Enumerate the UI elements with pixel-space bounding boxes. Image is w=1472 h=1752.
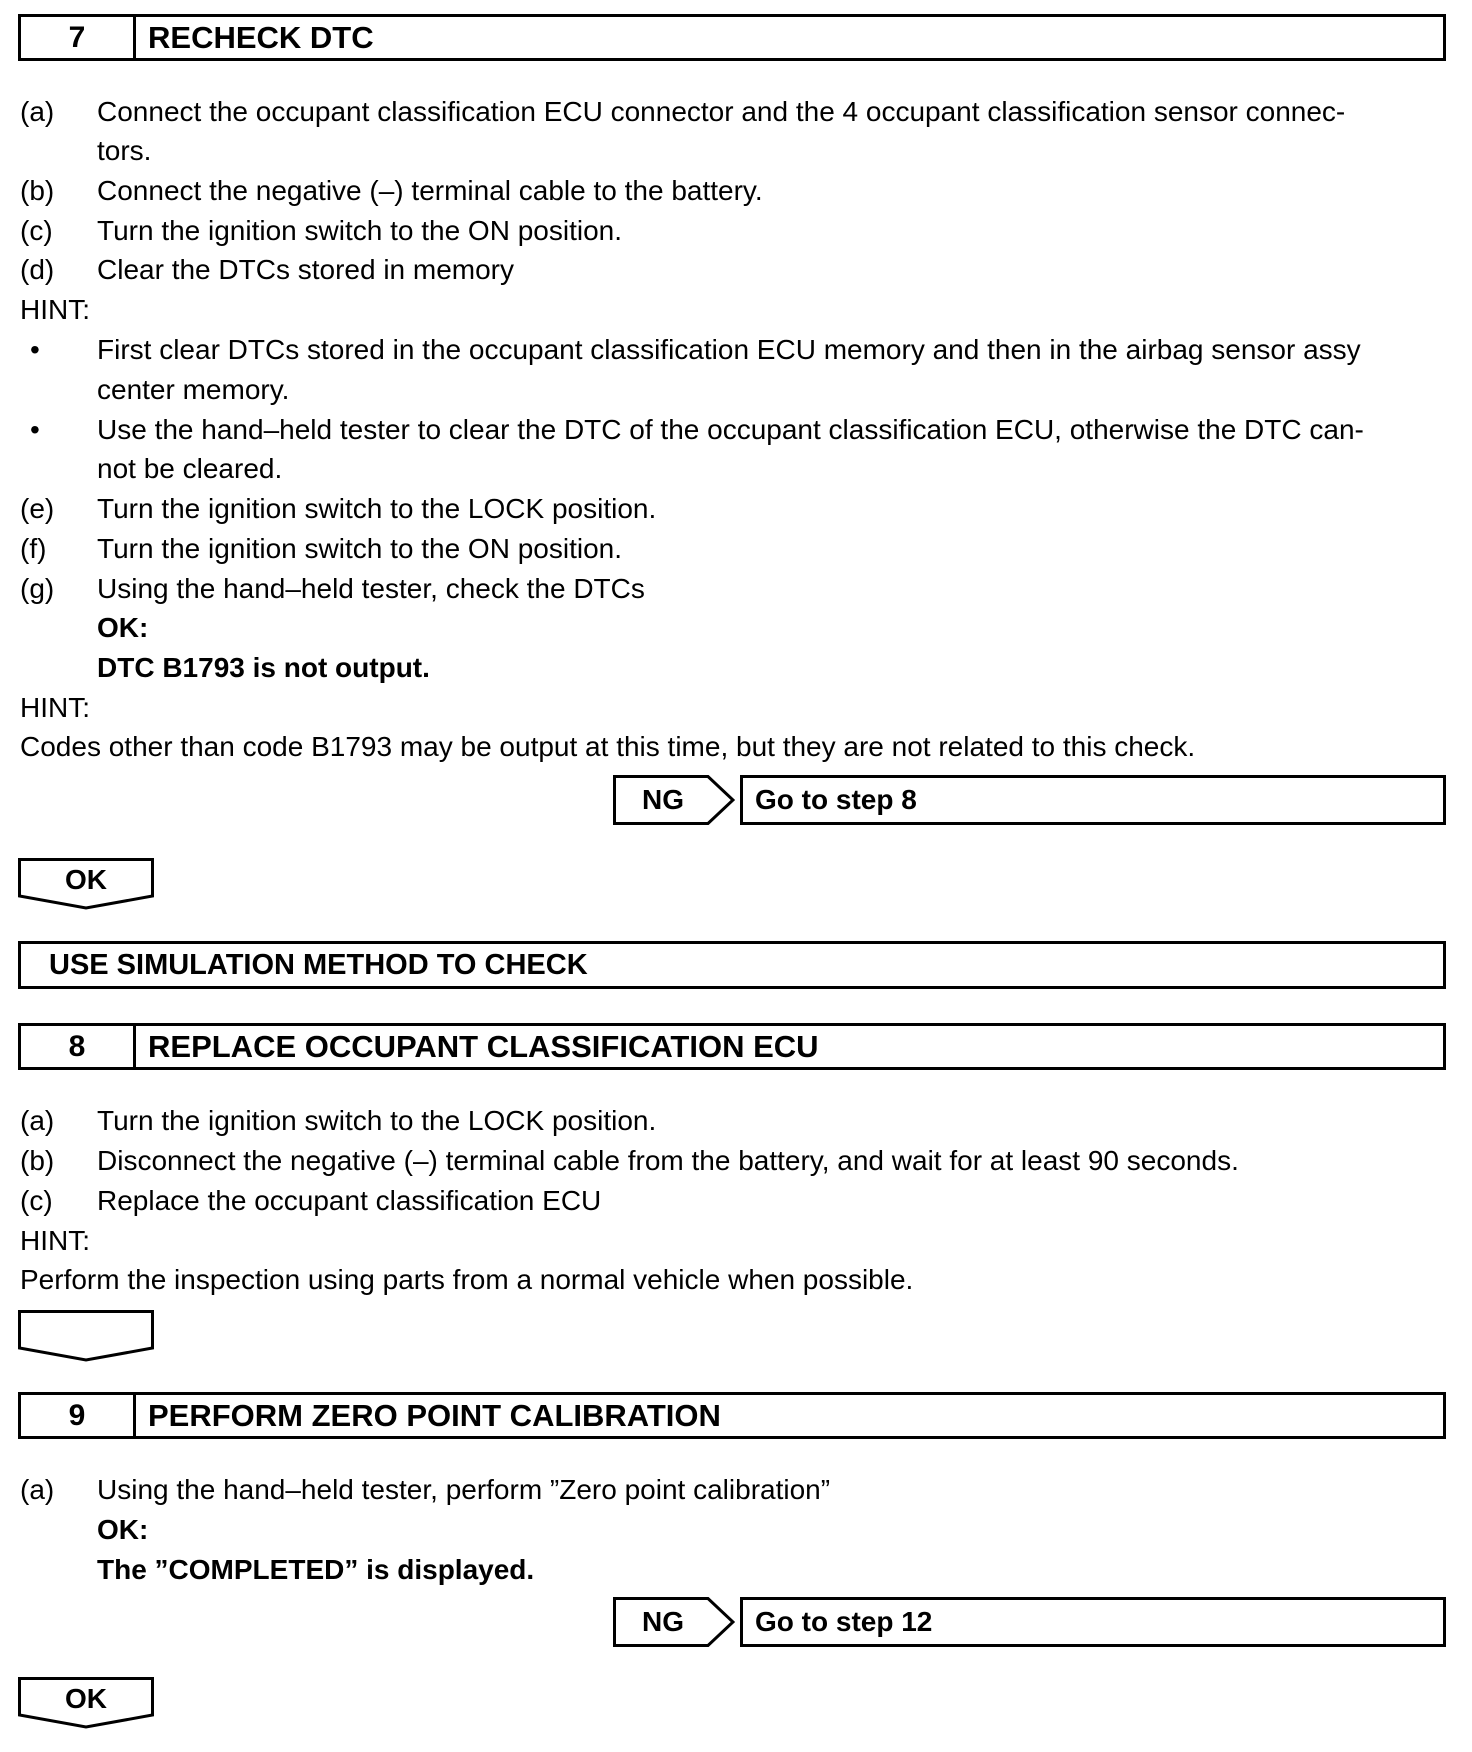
ok-heading: OK: [97, 612, 149, 643]
step-title: RECHECK DTC [148, 19, 374, 55]
item-text: Turn the ignition switch to the LOCK position. [97, 493, 657, 524]
down-arrow-icon [18, 1310, 154, 1362]
step-number: 7 [21, 17, 136, 58]
item-label: (d) [20, 254, 55, 285]
item-label: (e) [20, 493, 55, 524]
ok-tab [18, 858, 154, 910]
ng-label: NG [642, 1606, 684, 1637]
item-label: (b) [20, 175, 55, 206]
item-label: (c) [20, 1185, 53, 1216]
item-text: Turn the ignition switch to the ON position. [97, 533, 622, 564]
ng-indicator [613, 1597, 733, 1647]
item-label: (f) [20, 533, 47, 564]
continue-tab [18, 1310, 154, 1362]
step-9-header [18, 1392, 1446, 1439]
item-text: Using the hand–held tester, perform ”Zero point calibration” [97, 1474, 831, 1505]
bullet-text: Use the hand–held tester to clear the DTC of the occupant classification ECU, otherwise the DTC can- [97, 414, 1364, 445]
ok-tab-label: OK [65, 864, 107, 895]
item-text: Connect the occupant classification ECU connector and the 4 occupant classification sensor connec- [97, 96, 1346, 127]
item-text: Using the hand–held tester, check the DTCs [97, 573, 645, 604]
ok-criteria: The ”COMPLETED” is displayed. [97, 1554, 535, 1585]
ok-criteria: DTC B1793 is not output. [97, 652, 430, 683]
hint-text: Perform the inspection using parts from a normal vehicle when possible. [20, 1264, 914, 1295]
item-text: Connect the negative (–) terminal cable to the battery. [97, 175, 763, 206]
hint-label: HINT: [20, 692, 90, 723]
step-8-header [18, 1023, 1446, 1070]
ok-tab-label: OK [65, 1683, 107, 1714]
hint-label: HINT: [20, 294, 90, 325]
item-label: (g) [20, 573, 55, 604]
item-label: (c) [20, 215, 53, 246]
item-text: Turn the ignition switch to the LOCK position. [97, 1105, 657, 1136]
go-to-step-12-link[interactable]: Go to step 12 [740, 1597, 1446, 1647]
item-text: Disconnect the negative (–) terminal cable from the battery, and wait for at least 90 seconds. [97, 1145, 1239, 1176]
item-label: (b) [20, 1145, 55, 1176]
simulation-method-box: USE SIMULATION METHOD TO CHECK [18, 941, 1446, 989]
ng-indicator [613, 775, 733, 825]
step-title: PERFORM ZERO POINT CALIBRATION [148, 1397, 721, 1433]
ok-tab [18, 1677, 154, 1729]
ok-heading: OK: [97, 1514, 149, 1545]
step-number: 9 [21, 1395, 136, 1436]
step-title: REPLACE OCCUPANT CLASSIFICATION ECU [148, 1028, 819, 1064]
item-text-continued: tors. [97, 135, 152, 166]
item-text: Clear the DTCs stored in memory [97, 254, 515, 285]
bullet-text: First clear DTCs stored in the occupant classification ECU memory and then in the airbag sensor assy [97, 334, 1361, 365]
item-text: Replace the occupant classification ECU [97, 1185, 602, 1216]
go-to-step-8-link[interactable]: Go to step 8 [740, 775, 1446, 825]
item-label: (a) [20, 1105, 55, 1136]
step-number: 8 [21, 1026, 136, 1067]
item-text: Turn the ignition switch to the ON position. [97, 215, 622, 246]
item-label: (a) [20, 96, 55, 127]
item-label: (a) [20, 1474, 55, 1505]
bullet-text-continued: not be cleared. [97, 453, 283, 484]
hint-text: Codes other than code B1793 may be output at this time, but they are not related to this check. [20, 731, 1196, 762]
bullet-text-continued: center memory. [97, 374, 290, 405]
hint-label: HINT: [20, 1225, 90, 1256]
bullet-symbol: • [30, 414, 40, 445]
step-7-header [18, 14, 1446, 61]
bullet-symbol: • [30, 334, 40, 365]
ng-label: NG [642, 784, 684, 815]
